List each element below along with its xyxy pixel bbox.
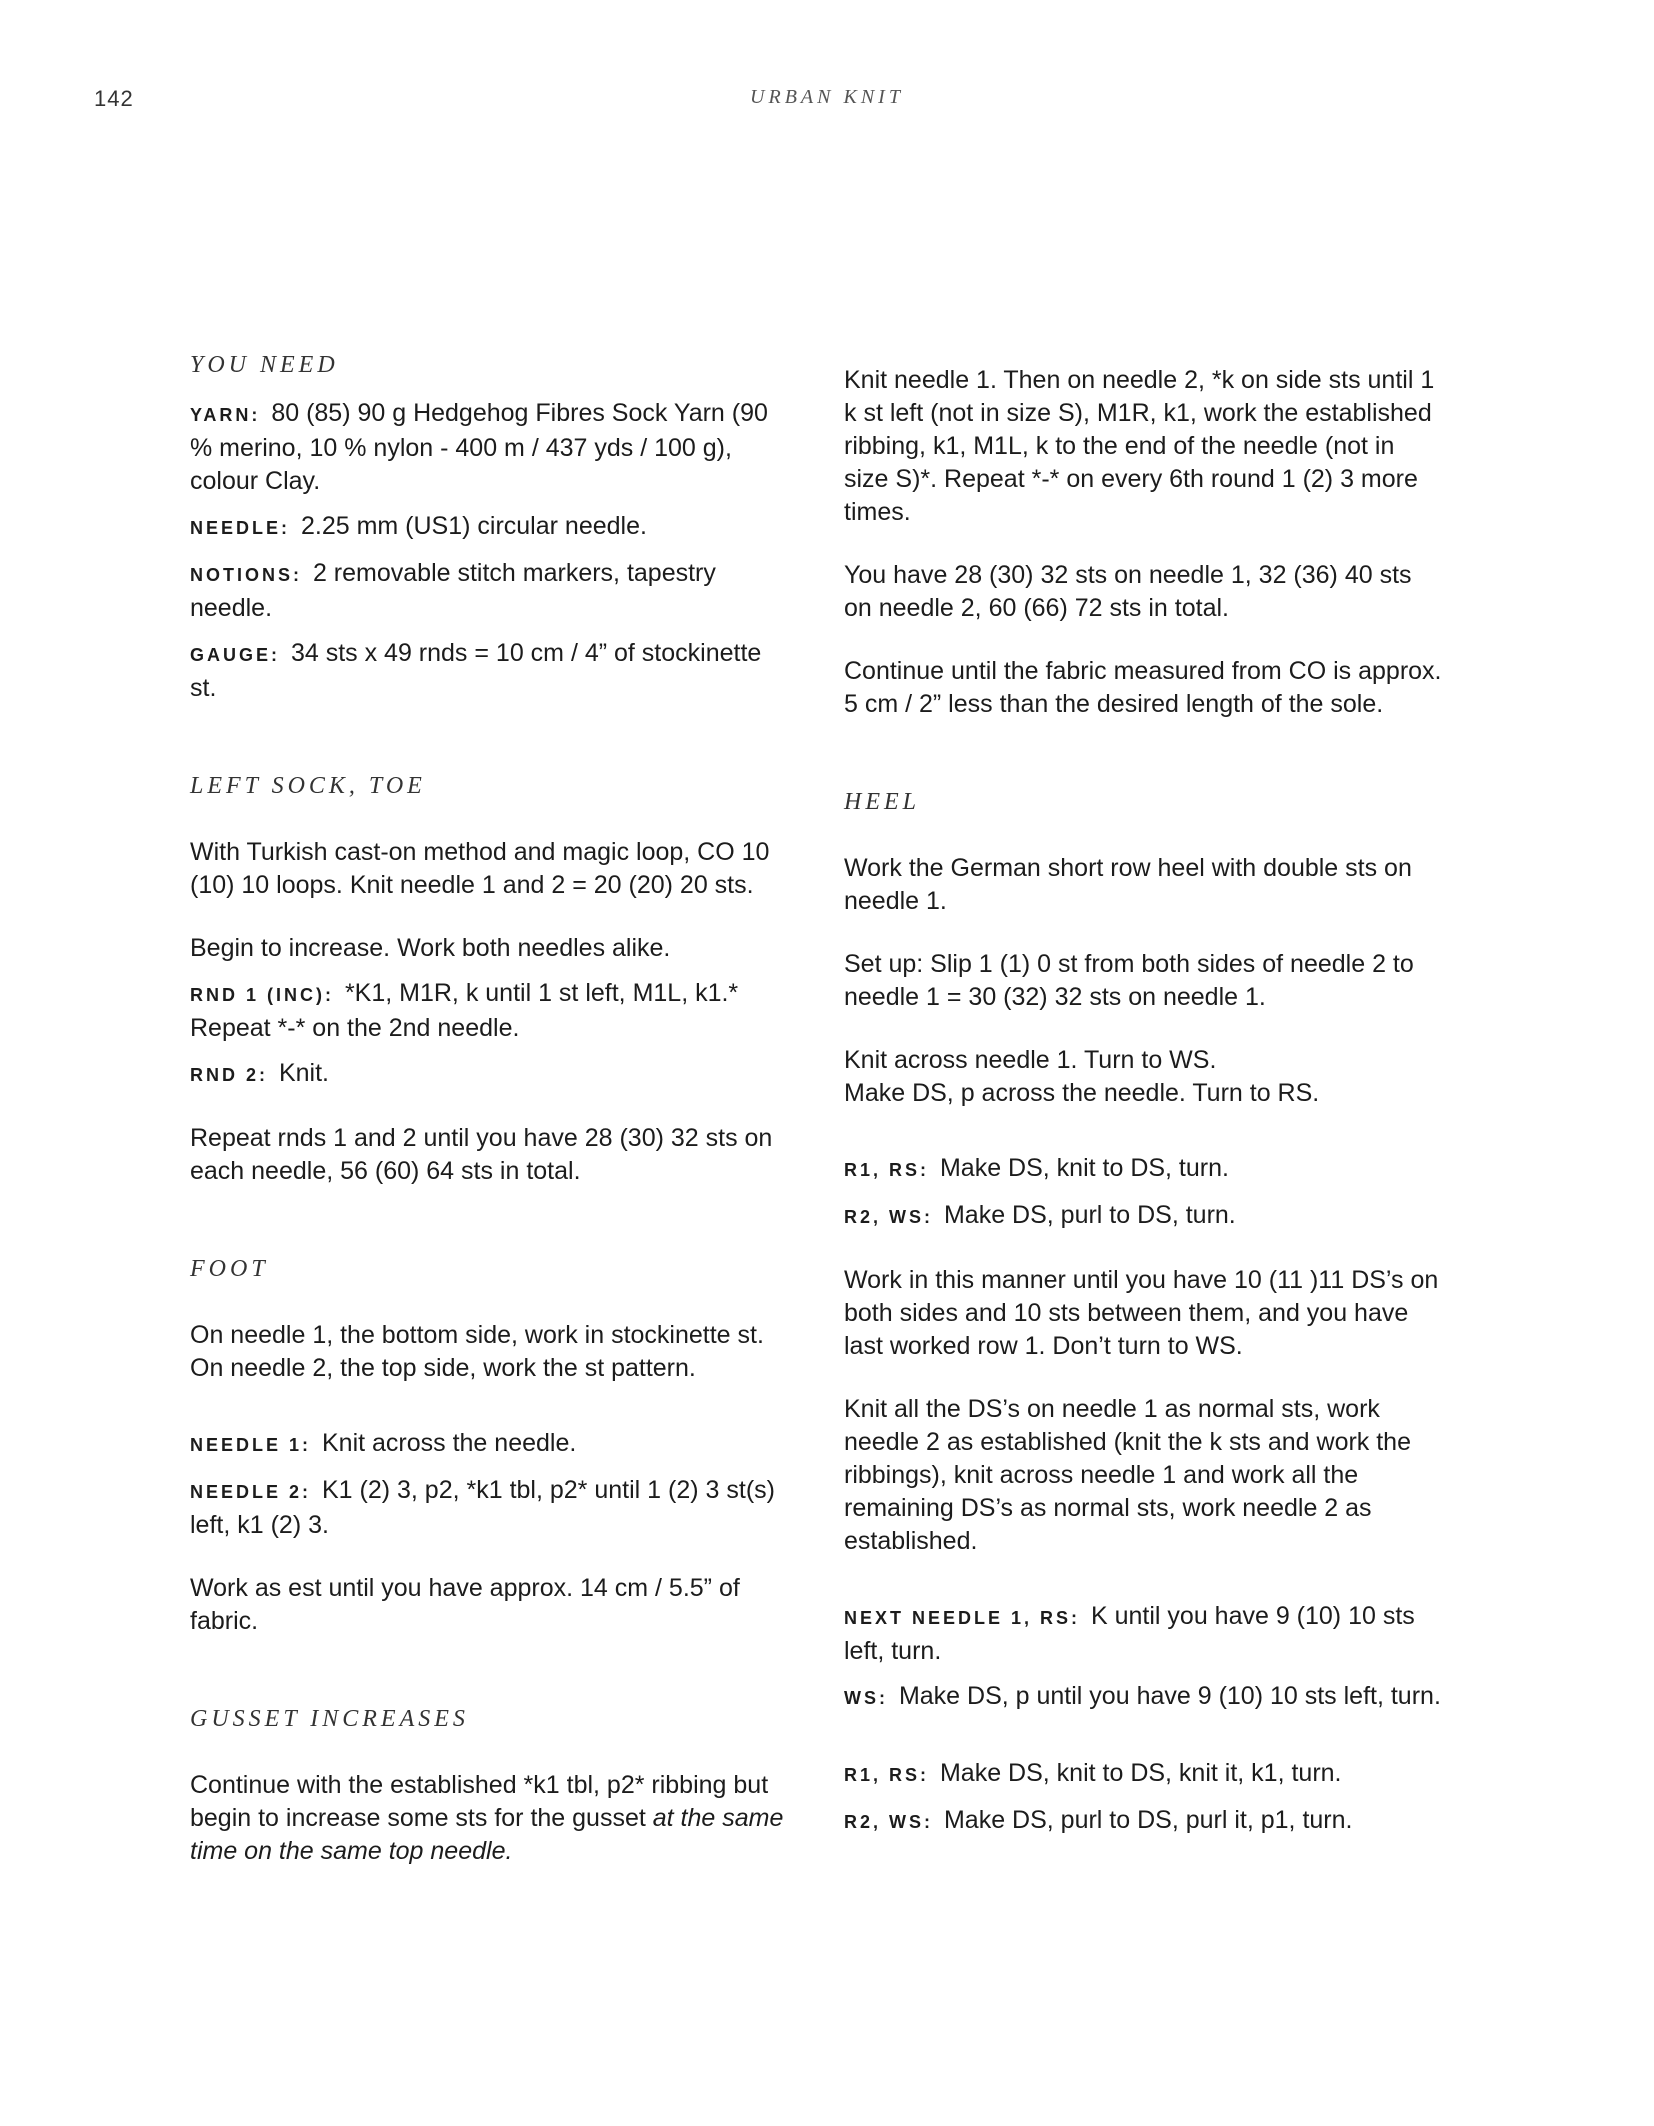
heel-paragraph-1: Work the German short row heel with double sts on needle 1. bbox=[844, 854, 1412, 915]
foot-needle1-label: NEEDLE 1: bbox=[190, 1435, 312, 1455]
foot-needle2-label: NEEDLE 2: bbox=[190, 1482, 312, 1502]
r2b-label: R2, WS: bbox=[844, 1812, 934, 1832]
next-needle-line bbox=[844, 1600, 1444, 1668]
foot-heading: FOOT bbox=[190, 1256, 269, 1282]
needle-line bbox=[190, 510, 790, 545]
foot-needle1-line bbox=[190, 1427, 790, 1462]
gusset-paragraph-4: Continue until the fabric measured from CO is approx. 5 cm / 2” less than the desired length of the sole. bbox=[844, 657, 1442, 718]
rnd2-text: Knit. bbox=[278, 1059, 329, 1087]
heel-paragraph-4: Work in this manner until you have 10 (11 )11 DS’s on both sides and 10 sts between them, and you have last worked row 1. Don’t turn to WS. bbox=[844, 1266, 1439, 1360]
rnd2-label: RND 2: bbox=[190, 1065, 269, 1085]
r2-label: R2, WS: bbox=[844, 1207, 934, 1227]
gusset-heading: GUSSET INCREASES bbox=[190, 1706, 469, 1732]
needle-label: NEEDLE: bbox=[190, 518, 291, 538]
foot-paragraph-1: On needle 1, the bottom side, work in stockinette st. On needle 2, the top side, work the st pattern. bbox=[190, 1321, 764, 1382]
page-number: 142 bbox=[94, 86, 134, 111]
r2-text: Make DS, purl to DS, turn. bbox=[943, 1201, 1236, 1229]
rnd1-label: RND 1 (INC): bbox=[190, 985, 334, 1005]
gauge-line bbox=[190, 637, 790, 705]
gusset-paragraph bbox=[190, 1769, 790, 1868]
gauge-label: GAUGE: bbox=[190, 645, 280, 665]
heel-paragraph-5: Knit all the DS’s on needle 1 as normal sts, work needle 2 as established (knit the k sts and work the ribbings), knit across needle 1 and work all the remaining DS’s as normal sts, work needle 2 as established. bbox=[844, 1395, 1411, 1555]
notions-line bbox=[190, 557, 790, 625]
r1-text: Make DS, knit to DS, turn. bbox=[939, 1154, 1229, 1182]
needle-text: 2.25 mm (US1) circular needle. bbox=[300, 512, 647, 540]
r2-line bbox=[844, 1199, 1444, 1234]
gusset-paragraph-2: Knit needle 1. Then on needle 2, *k on side sts until 1 k st left (not in size S), M1R, k1, work the established ribbing, k1, M1L, k to the end of the needle (not in size S)*. Repeat *-* on every 6th round 1 (2) 3 more times. bbox=[844, 366, 1435, 526]
gauge-text: 34 sts x 49 rnds = 10 cm / 4” of stockinette st. bbox=[190, 639, 762, 702]
r1-line bbox=[844, 1152, 1444, 1187]
next-needle-label: NEXT NEEDLE 1, RS: bbox=[844, 1608, 1081, 1628]
foot-needle1-text: Knit across the needle. bbox=[321, 1429, 577, 1457]
next-needle-text: K until you have 9 (10) 10 sts left, turn. bbox=[844, 1602, 1415, 1665]
ws-line bbox=[844, 1680, 1444, 1715]
foot-needle2-text: K1 (2) 3, p2, *k1 tbl, p2* until 1 (2) 3 st(s) left, k1 (2) 3. bbox=[190, 1476, 775, 1539]
notions-text: 2 removable stitch markers, tapestry needle. bbox=[190, 559, 716, 622]
heel-paragraph-3b: Make DS, p across the needle. Turn to RS. bbox=[844, 1079, 1320, 1107]
r2b-line bbox=[844, 1804, 1444, 1839]
foot-paragraph-2: Work as est until you have approx. 14 cm / 5.5” of fabric. bbox=[190, 1574, 740, 1635]
yarn-text: 80 (85) 90 g Hedgehog Fibres Sock Yarn (90 % merino, 10 % nylon - 400 m / 437 yds / 100 g), colour Clay. bbox=[190, 399, 768, 495]
notions-label: NOTIONS: bbox=[190, 565, 302, 585]
r1-label: R1, RS: bbox=[844, 1160, 930, 1180]
r2b-text: Make DS, purl to DS, purl it, p1, turn. bbox=[943, 1806, 1353, 1834]
heel-paragraph-3 bbox=[844, 1044, 1444, 1077]
toe-paragraph-1: With Turkish cast-on method and magic loop, CO 10 (10) 10 loops. Knit needle 1 and 2 = 20 (20) 20 sts. bbox=[190, 838, 770, 899]
rnd1-text: *K1, M1R, k until 1 st left, M1L, k1.* Repeat *-* on the 2nd needle. bbox=[190, 979, 739, 1042]
toe-paragraph-3: Repeat rnds 1 and 2 until you have 28 (30) 32 sts on each needle, 56 (60) 64 sts in total. bbox=[190, 1124, 773, 1185]
ws-label: WS: bbox=[844, 1688, 888, 1708]
heel-paragraph-2: Set up: Slip 1 (1) 0 st from both sides of needle 2 to needle 1 = 30 (32) 32 sts on needle 1. bbox=[844, 950, 1414, 1011]
yarn-line bbox=[190, 397, 790, 498]
foot-needle2-line bbox=[190, 1474, 790, 1542]
running-head: URBAN KNIT bbox=[750, 86, 904, 108]
r1b-text: Make DS, knit to DS, knit it, k1, turn. bbox=[939, 1759, 1342, 1787]
heel-heading: HEEL bbox=[844, 789, 920, 815]
heel-paragraph-3a: Knit across needle 1. Turn to WS. bbox=[844, 1046, 1217, 1074]
you-need-heading: YOU NEED bbox=[190, 352, 339, 378]
gusset-text: Continue with the established *k1 tbl, p2* ribbing but begin to increase some sts for the gusset bbox=[190, 1771, 769, 1832]
gusset-paragraph-3: You have 28 (30) 32 sts on needle 1, 32 (36) 40 sts on needle 2, 60 (66) 72 sts in total. bbox=[844, 561, 1412, 622]
left-column bbox=[190, 352, 790, 1880]
right-column bbox=[844, 364, 1444, 1851]
toe-heading: LEFT SOCK, TOE bbox=[190, 773, 426, 799]
rnd2-line bbox=[190, 1057, 790, 1092]
toe-paragraph-2: Begin to increase. Work both needles alike. bbox=[190, 934, 671, 962]
r1b-label: R1, RS: bbox=[844, 1765, 930, 1785]
gusset-italic-text: at the same time on the same top needle. bbox=[190, 1804, 784, 1865]
ws-text: Make DS, p until you have 9 (10) 10 sts left, turn. bbox=[898, 1682, 1441, 1710]
r1b-line bbox=[844, 1757, 1444, 1792]
yarn-label: YARN: bbox=[190, 405, 261, 425]
rnd1-line bbox=[190, 977, 790, 1045]
